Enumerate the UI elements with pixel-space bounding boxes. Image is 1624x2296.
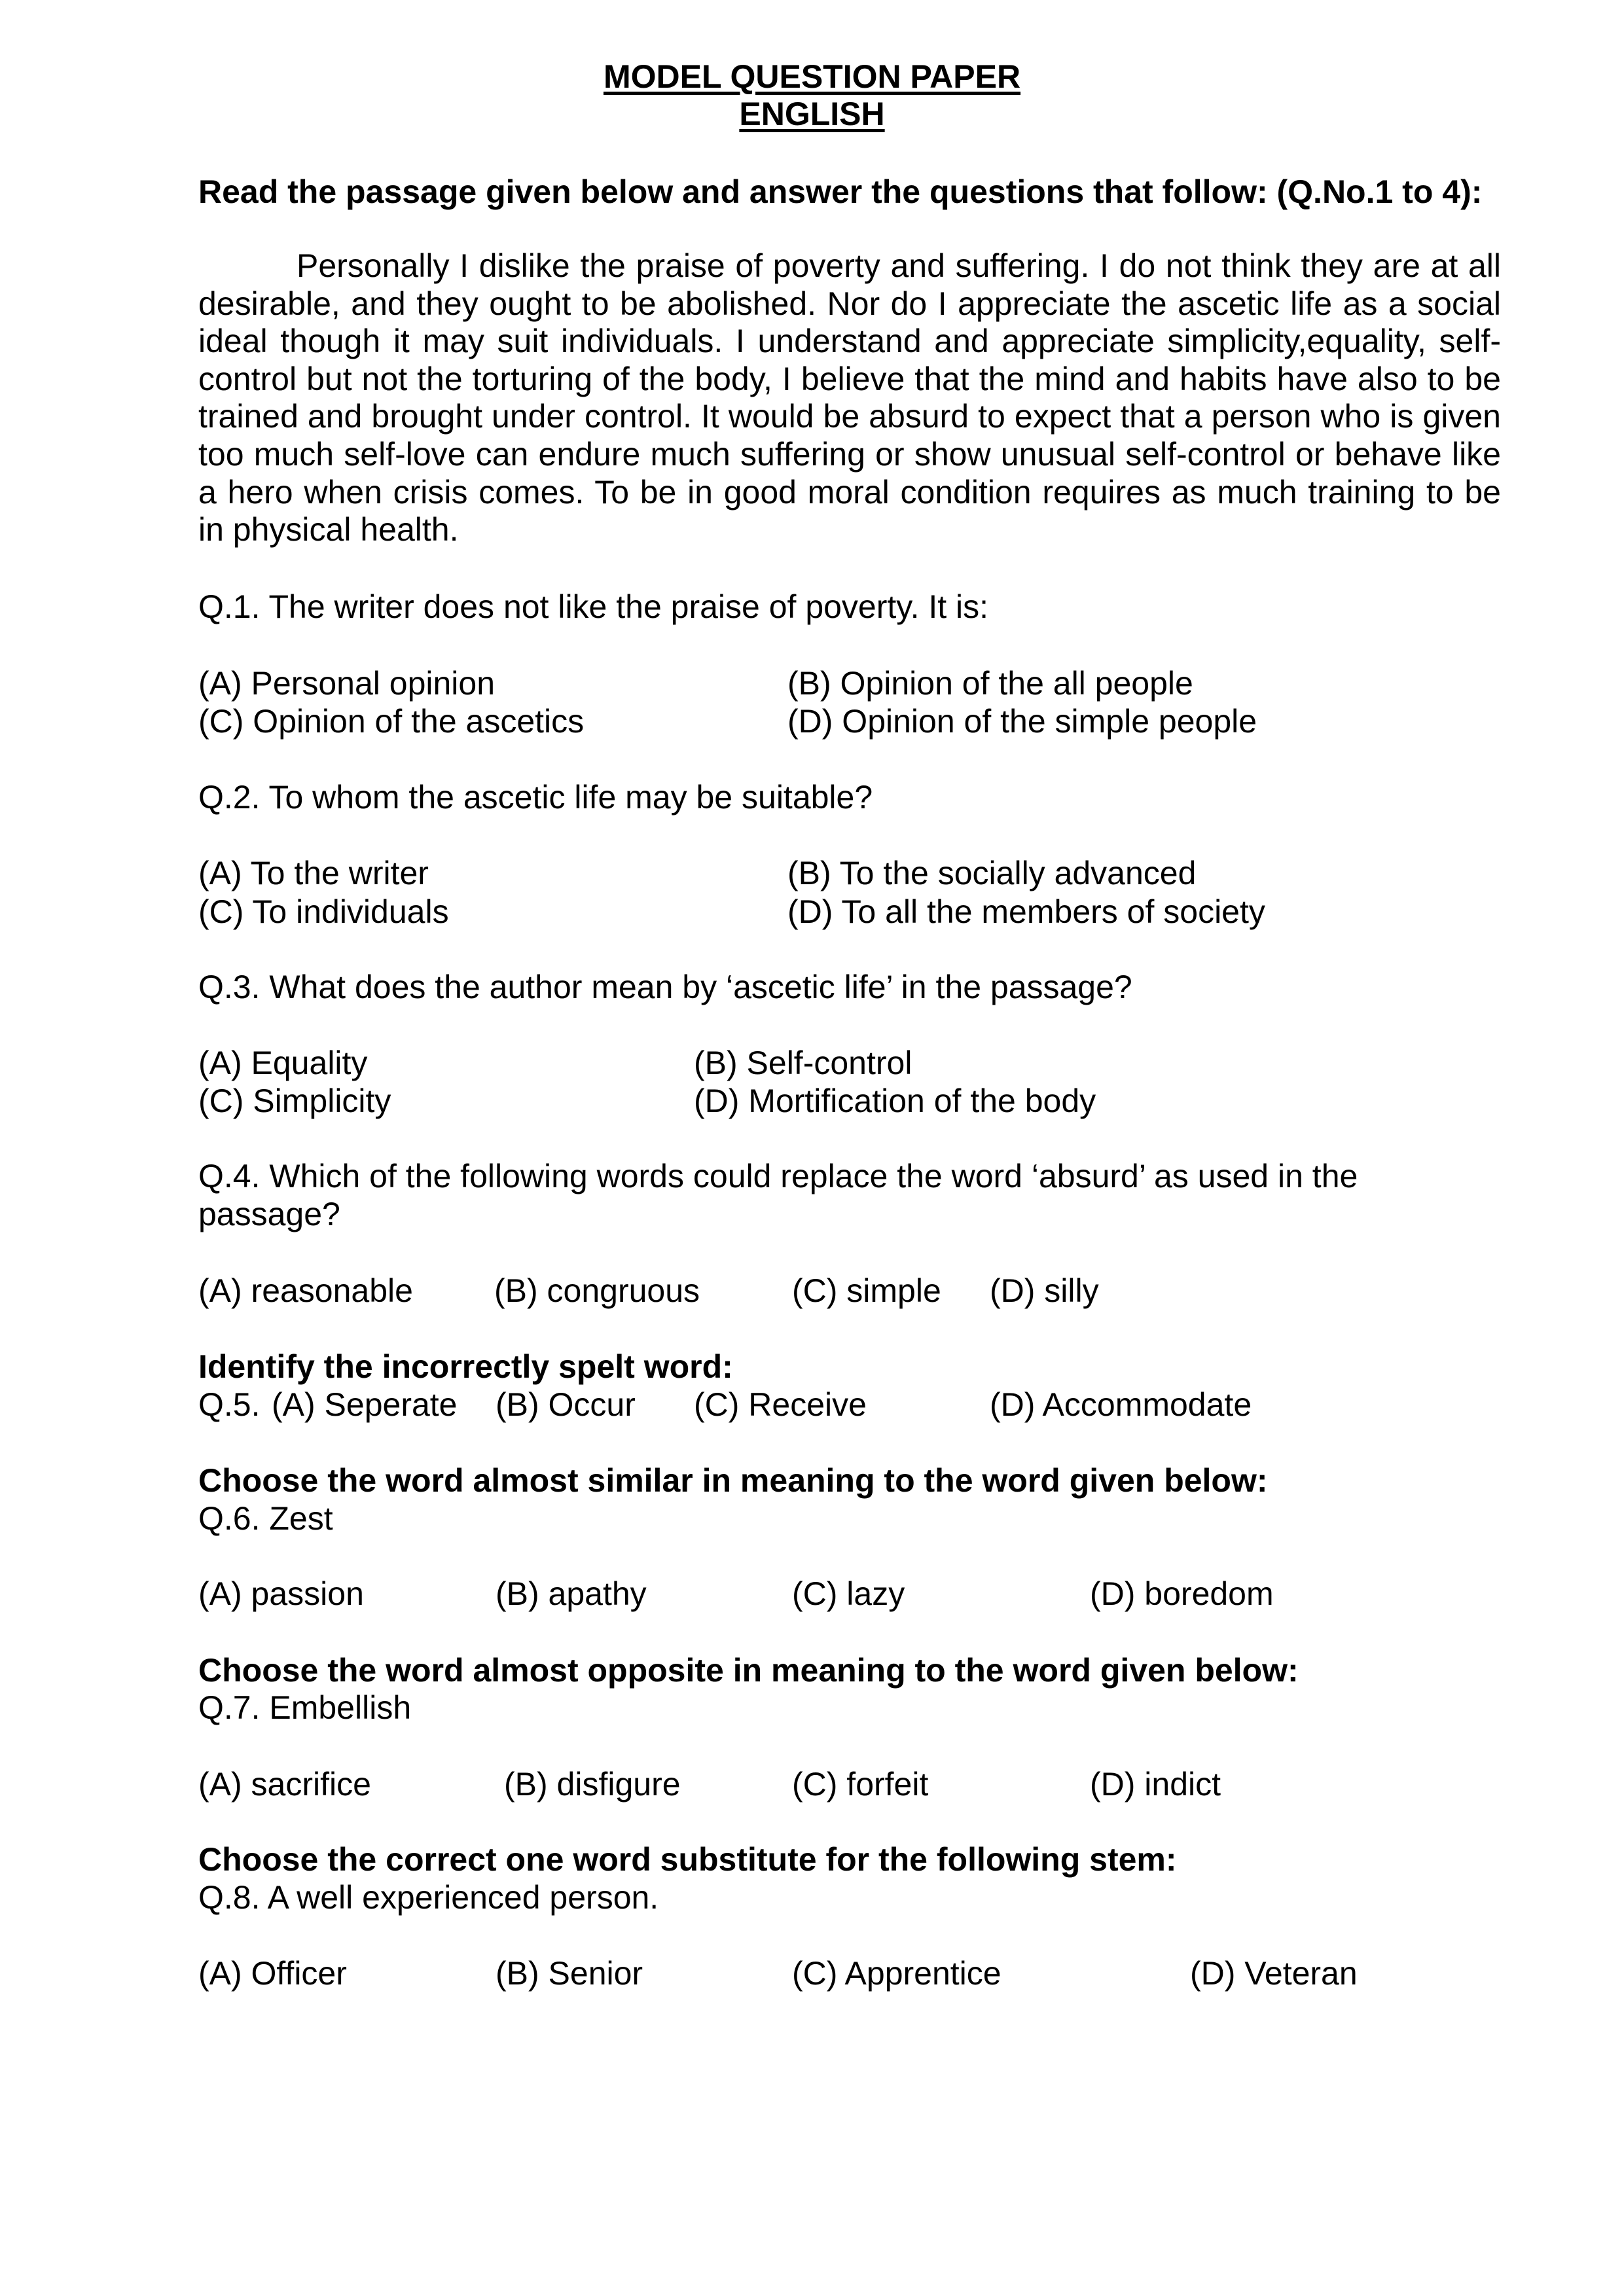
question-8-option-b[interactable]: (B) Senior — [496, 1955, 643, 1992]
question-2-option-c[interactable]: (C) To individuals — [198, 893, 449, 930]
question-3-stem: Q.3. What does the author mean by ‘ascetic life’ in the passage? — [198, 969, 1132, 1005]
section-heading-spelling: Identify the incorrectly spelt word: — [198, 1348, 733, 1385]
question-2-stem: Q.2. To whom the ascetic life may be suitable? — [198, 779, 873, 816]
section-heading-antonym: Choose the word almost opposite in meaning to the word given below: — [198, 1652, 1299, 1689]
comprehension-instruction: Read the passage given below and answer the questions that follow: (Q.No.1 to 4): — [198, 173, 1483, 210]
question-1-stem: Q.1. The writer does not like the praise of poverty. It is: — [198, 588, 989, 625]
question-5-option-b[interactable]: (B) Occur — [496, 1386, 636, 1423]
question-3-option-b[interactable]: (B) Self-control — [694, 1045, 912, 1081]
question-6-stem: Q.6. Zest — [198, 1500, 333, 1537]
question-4-stem-line-2: passage? — [198, 1196, 340, 1232]
page-title — [0, 58, 1624, 96]
question-4-stem-line-1: Q.4. Which of the following words could replace the word ‘absurd’ as used in the — [198, 1158, 1358, 1194]
section-heading-one-word-substitute: Choose the correct one word substitute for the following stem: — [198, 1841, 1177, 1878]
question-8-option-d[interactable]: (D) Veteran — [1190, 1955, 1358, 1992]
question-1-option-a[interactable]: (A) Personal opinion — [198, 665, 496, 702]
title-text: MODEL QUESTION PAPER — [603, 58, 1021, 95]
question-7-option-c[interactable]: (C) forfeit — [792, 1766, 929, 1803]
question-2-option-d[interactable]: (D) To all the members of society — [787, 893, 1265, 930]
question-3-option-c[interactable]: (C) Simplicity — [198, 1083, 391, 1119]
question-1-option-d[interactable]: (D) Opinion of the simple people — [787, 703, 1257, 740]
question-4-option-d[interactable]: (D) silly — [990, 1272, 1099, 1309]
question-6-option-a[interactable]: (A) passion — [198, 1575, 364, 1612]
question-2-option-a[interactable]: (A) To the writer — [198, 855, 429, 891]
question-4-option-a[interactable]: (A) reasonable — [198, 1272, 413, 1309]
question-5-option-c[interactable]: (C) Receive — [694, 1386, 867, 1423]
question-5-option-a[interactable]: (A) Seperate — [272, 1386, 458, 1423]
question-7-option-b[interactable]: (B) disfigure — [504, 1766, 681, 1803]
question-6-option-c[interactable]: (C) lazy — [792, 1575, 905, 1612]
passage-text: Personally I dislike the praise of poverty and suffering. I do not think they are at all desirable, and they ought to be abolished. Nor do I appreciate the ascetic life as a social ideal though it may suit individuals. I understand and appreciate simplicity,equality, self-control but not the torturing of the body, I believe that the mind and habits have also to be trained and brought under control. It would be absurd to expect that a person who is given too much self-love can endure much suffering or show unusual self-control or behave like a hero when crisis comes. To be in good moral condition requires as much training to be in physical health. — [198, 247, 1501, 548]
question-8-stem: Q.8. A well experienced person. — [198, 1879, 659, 1916]
section-heading-synonym: Choose the word almost similar in meaning to the word given below: — [198, 1462, 1268, 1499]
question-1-option-c[interactable]: (C) Opinion of the ascetics — [198, 703, 585, 740]
question-6-option-b[interactable]: (B) apathy — [496, 1575, 647, 1612]
question-8-option-c[interactable]: (C) Apprentice — [792, 1955, 1001, 1992]
question-2-option-b[interactable]: (B) To the socially advanced — [787, 855, 1197, 891]
question-8-option-a[interactable]: (A) Officer — [198, 1955, 347, 1992]
question-5-option-d[interactable]: (D) Accommodate — [990, 1386, 1252, 1423]
question-7-option-d[interactable]: (D) indict — [1090, 1766, 1221, 1803]
question-3-option-d[interactable]: (D) Mortification of the body — [694, 1083, 1096, 1119]
question-7-option-a[interactable]: (A) sacrifice — [198, 1766, 371, 1803]
subject-title — [0, 95, 1624, 133]
question-3-option-a[interactable]: (A) Equality — [198, 1045, 368, 1081]
question-4-option-b[interactable]: (B) congruous — [494, 1272, 700, 1309]
question-5-stem: Q.5. — [198, 1386, 261, 1423]
subject-text: ENGLISH — [739, 96, 885, 132]
question-1-option-b[interactable]: (B) Opinion of the all people — [787, 665, 1193, 702]
question-4-option-c[interactable]: (C) simple — [792, 1272, 941, 1309]
question-7-stem: Q.7. Embellish — [198, 1689, 412, 1726]
question-6-option-d[interactable]: (D) boredom — [1090, 1575, 1274, 1612]
